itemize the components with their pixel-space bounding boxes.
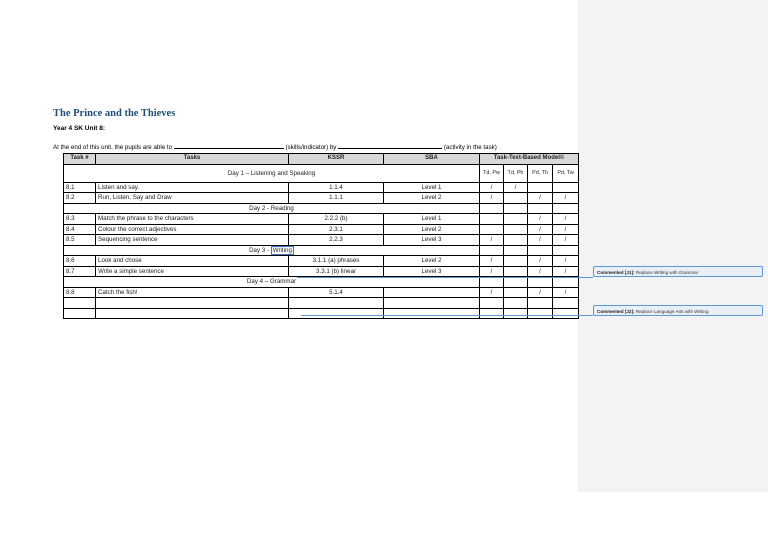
cell-m1[interactable] <box>480 224 504 235</box>
header-sba: SBA <box>384 154 480 165</box>
table-row <box>64 182 579 193</box>
cell-m1[interactable]: / <box>480 256 504 267</box>
cell-m4[interactable]: / <box>553 214 579 225</box>
table-row <box>64 193 579 204</box>
cell-m3[interactable]: / <box>528 256 553 267</box>
cell-desc[interactable]: Match the phrase to the characters <box>96 214 289 225</box>
cell-empty[interactable] <box>480 298 504 309</box>
day-3-label[interactable] <box>64 245 480 256</box>
cell-kssr[interactable]: 1.1.1 <box>289 193 384 204</box>
cell-empty[interactable] <box>504 308 528 319</box>
cell-task[interactable]: 8.3 <box>64 214 96 225</box>
cell-empty[interactable] <box>528 245 553 256</box>
cell-m3[interactable]: / <box>528 287 553 298</box>
cell-empty[interactable] <box>289 308 384 319</box>
cell-empty[interactable] <box>528 298 553 309</box>
cell-kssr[interactable]: 3.3.1 (b) linear <box>289 266 384 277</box>
cell-empty[interactable] <box>553 308 579 319</box>
cell-task[interactable]: 8.7 <box>64 266 96 277</box>
table-row <box>64 224 579 235</box>
cell-empty[interactable] <box>553 203 579 214</box>
cell-m1[interactable]: / <box>480 266 504 277</box>
cell-m4[interactable]: / <box>553 224 579 235</box>
cell-m4[interactable]: / <box>553 256 579 267</box>
task-table <box>63 153 579 319</box>
activity-blank[interactable] <box>338 142 442 149</box>
cell-m4[interactable] <box>553 182 579 193</box>
day-row <box>64 203 579 214</box>
cell-empty[interactable] <box>553 298 579 309</box>
cell-kssr[interactable]: 2.2.2 (b) <box>289 214 384 225</box>
cell-kssr[interactable]: 5.1.4 <box>289 287 384 298</box>
cell-empty[interactable] <box>384 298 480 309</box>
table-row <box>64 256 579 267</box>
skills-blank[interactable] <box>174 142 284 149</box>
table-row <box>64 214 579 225</box>
day-row <box>64 277 579 288</box>
cell-empty[interactable] <box>504 245 528 256</box>
subheader-td-pw: Td, Pw <box>480 164 504 182</box>
cell-m1[interactable]: / <box>480 193 504 204</box>
table-row <box>64 287 579 298</box>
cell-sba[interactable]: Level 3 <box>384 235 480 246</box>
cell-m2[interactable] <box>504 256 528 267</box>
cell-sba[interactable]: Level 2 <box>384 224 480 235</box>
day-3-text: Day 3 - <box>249 246 270 254</box>
cell-empty[interactable] <box>504 298 528 309</box>
cell-empty[interactable] <box>480 308 504 319</box>
cell-desc[interactable]: Write a simple sentence <box>96 266 289 277</box>
comment-balloon-2[interactable] <box>593 305 763 316</box>
comments-margin-pane <box>578 0 768 492</box>
cell-empty[interactable] <box>504 203 528 214</box>
cell-sba[interactable] <box>384 287 480 298</box>
comment-1-text: Replace Writing with Grammar <box>635 270 699 275</box>
cell-m1[interactable]: / <box>480 287 504 298</box>
intro-part-1: At the end of this unit, the pupils are able to <box>53 144 173 151</box>
cell-m2[interactable]: / <box>504 182 528 193</box>
cell-kssr[interactable]: 2.3.1 <box>289 224 384 235</box>
table-row-empty <box>64 308 579 319</box>
cell-m2[interactable] <box>504 214 528 225</box>
cell-m3[interactable]: / <box>528 214 553 225</box>
cell-m4[interactable]: / <box>553 193 579 204</box>
cell-task[interactable]: 8.5 <box>64 235 96 246</box>
cell-desc[interactable]: Colour the correct adjectives <box>96 224 289 235</box>
cell-m2[interactable] <box>504 235 528 246</box>
cell-empty[interactable] <box>64 308 96 319</box>
cell-m4[interactable]: / <box>553 266 579 277</box>
cell-desc[interactable]: Run, Listen, Say and Draw <box>96 193 289 204</box>
cell-empty[interactable] <box>480 203 504 214</box>
table-row <box>64 235 579 246</box>
intro-part-2: (skills/indicator) by <box>285 144 337 151</box>
comment-2-text: Replace Language Arts with Writing <box>635 309 709 314</box>
cell-empty[interactable] <box>480 245 504 256</box>
day-4-text-tail: r <box>294 278 297 286</box>
cell-task[interactable]: 8.1 <box>64 182 96 193</box>
cell-kssr[interactable]: 1.1.4 <box>289 182 384 193</box>
header-model: Task-Text-Based Model© <box>480 154 579 165</box>
day-row <box>64 164 579 182</box>
subheader-pd-tw: Pd, Tw <box>553 164 579 182</box>
cell-m2[interactable] <box>504 287 528 298</box>
day-4-label[interactable] <box>64 277 480 288</box>
day-1-label[interactable]: Day 1 – Listening and Speaking <box>64 164 480 182</box>
cell-sba[interactable]: Level 1 <box>384 214 480 225</box>
cell-m3[interactable]: / <box>528 235 553 246</box>
cell-desc[interactable]: Sequencing sentence <box>96 235 289 246</box>
cell-sba[interactable]: Level 2 <box>384 193 480 204</box>
table-row <box>64 266 579 277</box>
document-subtitle: Year 4 SK Unit 8: <box>53 125 106 132</box>
cell-m3[interactable]: / <box>528 266 553 277</box>
table-row-empty <box>64 298 579 309</box>
cell-m1[interactable] <box>480 214 504 225</box>
intro-part-3: (activity in the task) <box>443 144 497 151</box>
cell-empty[interactable] <box>528 203 553 214</box>
cell-m2[interactable] <box>504 266 528 277</box>
cell-empty[interactable] <box>504 277 528 288</box>
cell-desc[interactable]: Listen and say. <box>96 182 289 193</box>
cell-empty[interactable] <box>289 298 384 309</box>
cell-empty[interactable] <box>553 277 579 288</box>
cell-sba[interactable]: Level 3 <box>384 266 480 277</box>
intro-sentence <box>53 142 497 151</box>
document-title: The Prince and the Thieves <box>53 108 176 119</box>
cell-empty[interactable] <box>384 308 480 319</box>
cell-empty[interactable] <box>96 308 289 319</box>
commented-text-writing[interactable]: Writing <box>272 246 292 254</box>
cell-desc[interactable]: Look and chose <box>96 256 289 267</box>
subheader-td-ph: Td, Ph <box>504 164 528 182</box>
cell-empty[interactable] <box>64 298 96 309</box>
subheader-pd-th: Pd, Th <box>528 164 553 182</box>
cell-sba[interactable]: Level 1 <box>384 182 480 193</box>
day-2-label[interactable]: Day 2 - Reading <box>64 203 480 214</box>
header-tasks: Tasks <box>96 154 289 165</box>
cell-kssr[interactable]: 2.2.3 <box>289 235 384 246</box>
cell-m3[interactable] <box>528 182 553 193</box>
comment-balloon-1[interactable] <box>593 266 763 277</box>
cell-task[interactable]: 8.4 <box>64 224 96 235</box>
cell-empty[interactable] <box>528 308 553 319</box>
cell-empty[interactable] <box>553 245 579 256</box>
comment-1-connector <box>297 277 593 278</box>
cell-task[interactable]: 8.8 <box>64 287 96 298</box>
cell-m2[interactable] <box>504 224 528 235</box>
cell-m2[interactable] <box>504 193 528 204</box>
comment-1-label: Commented [J1]: <box>597 270 635 275</box>
header-kssr: KSSR <box>289 154 384 165</box>
cell-m4[interactable]: / <box>553 235 579 246</box>
cell-m3[interactable]: / <box>528 193 553 204</box>
cell-m3[interactable]: / <box>528 224 553 235</box>
day-row <box>64 245 579 256</box>
cell-m1[interactable]: / <box>480 182 504 193</box>
cell-empty[interactable] <box>528 277 553 288</box>
cell-task[interactable]: 8.2 <box>64 193 96 204</box>
table-header-row <box>64 154 579 165</box>
cell-kssr[interactable]: 3.1.1 (a) phrases <box>289 256 384 267</box>
cell-sba[interactable]: Level 2 <box>384 256 480 267</box>
comment-2-connector <box>301 315 593 316</box>
header-task-number: Task # <box>64 154 96 165</box>
cell-empty[interactable] <box>96 298 289 309</box>
cell-task[interactable]: 8.6 <box>64 256 96 267</box>
cell-desc[interactable]: Catch the fish! <box>96 287 289 298</box>
day-4-text: Day 4 – Gramma <box>246 278 295 286</box>
cell-empty[interactable] <box>480 277 504 288</box>
comment-2-label: Commented [J2]: <box>597 309 635 314</box>
cell-m1[interactable]: / <box>480 235 504 246</box>
cell-m4[interactable]: / <box>553 287 579 298</box>
